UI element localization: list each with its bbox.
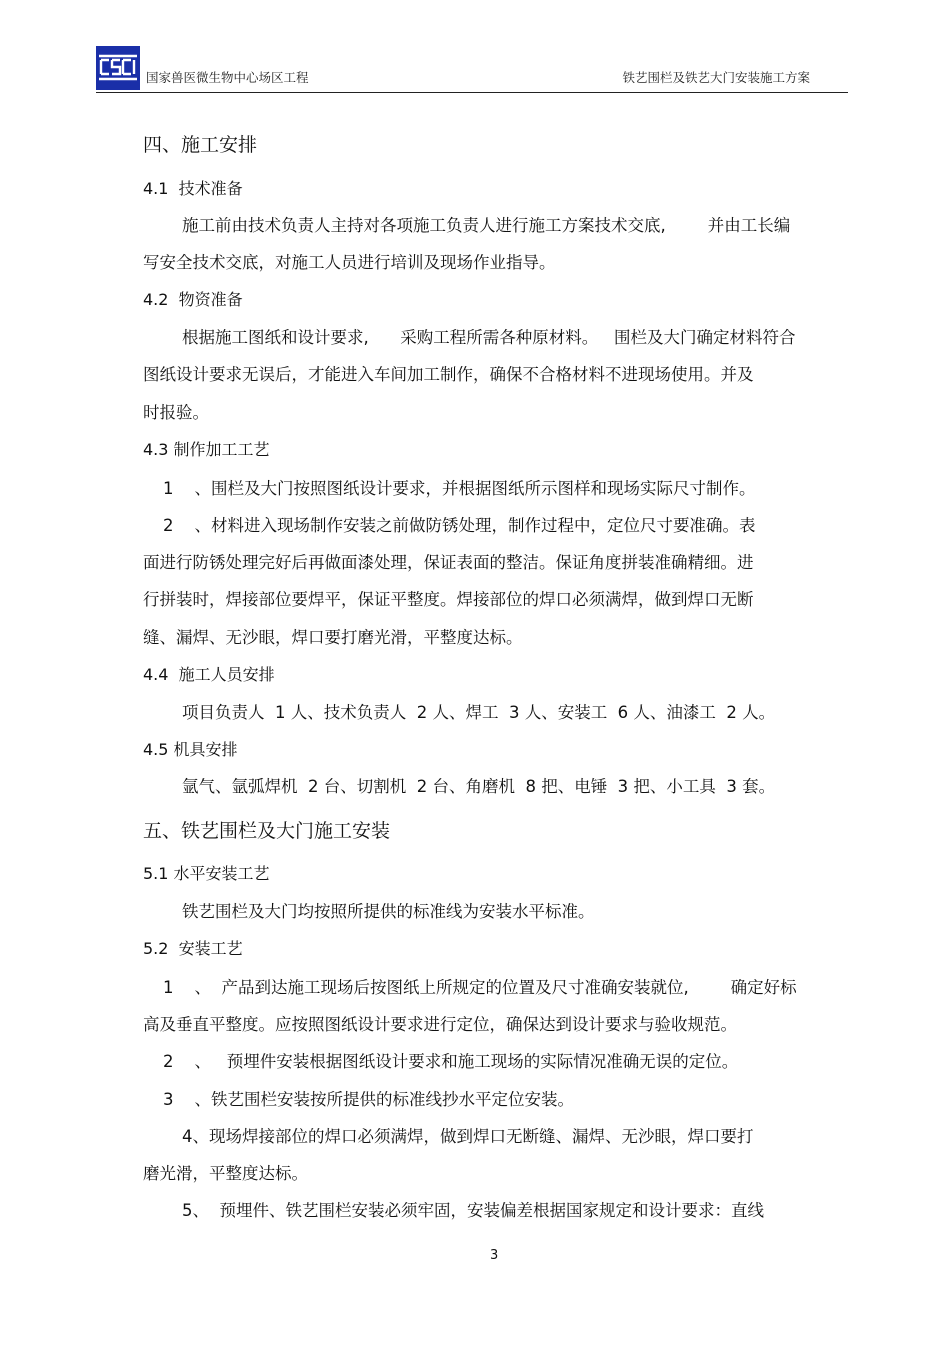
paragraph-line: 时报验。 <box>143 403 209 422</box>
page-number: 3 <box>490 1248 499 1263</box>
subsection-heading-5-2: 5.2 安装工艺 <box>143 939 243 958</box>
subsection-heading-4-4: 4.4 施工人员安排 <box>143 665 275 684</box>
list-item: 2 、材料进入现场制作安装之前做防锈处理，制作过程中，定位尺寸要准确。表 <box>163 516 756 535</box>
paragraph-line: 图纸设计要求无误后，才能进入车间加工制作，确保不合格材料不进现场使用。并及 <box>143 365 754 384</box>
paragraph-line: 面进行防锈处理完好后再做面漆处理，保证表面的整洁。保证角度拼装准确精细。进 <box>143 553 754 572</box>
paragraph-line: 根据施工图纸和设计要求, 采购工程所需各种原材料。 围栏及大门确定材料符合 <box>182 328 796 347</box>
subsection-heading-4-3: 4.3 制作加工工艺 <box>143 440 270 459</box>
paragraph-line: 氩气、氩弧焊机 2 台、切割机 2 台、角磨机 8 把、电锤 3 把、小工具 3 套。 <box>182 777 776 796</box>
subsection-heading-4-5: 4.5 机具安排 <box>143 740 238 759</box>
subsection-heading-4-2: 4.2 物资准备 <box>143 290 243 309</box>
subsection-heading-5-1: 5.1 水平安装工艺 <box>143 864 270 883</box>
list-item: 5、 预埋件、铁艺围栏安装必须牢固，安装偏差根据国家规定和设计要求：直线 <box>182 1201 764 1220</box>
paragraph-line: 缝、漏焊、无沙眼，焊口要打磨光滑，平整度达标。 <box>143 628 523 647</box>
list-item: 1 、围栏及大门按照图纸设计要求，并根据图纸所示图样和现场实际尺寸制作。 <box>163 479 756 498</box>
paragraph-line: 行拼装时，焊接部位要焊平，保证平整度。焊接部位的焊口必须满焊，做到焊口无断 <box>143 590 754 609</box>
list-item: 4、现场焊接部位的焊口必须满焊，做到焊口无断缝、漏焊、无沙眼，焊口要打 <box>182 1127 754 1146</box>
subsection-heading-4-1: 4.1 技术准备 <box>143 179 243 198</box>
list-item: 2 、 预埋件安装根据图纸设计要求和施工现场的实际情况准确无误的定位。 <box>163 1052 739 1071</box>
paragraph-line: 施工前由技术负责人主持对各项施工负责人进行施工方案技术交底, 并由工长编 <box>182 216 791 235</box>
paragraph-line: 磨光滑，平整度达标。 <box>143 1164 308 1183</box>
paragraph-line: 项目负责人 1 人、技术负责人 2 人、焊工 3 人、安装工 6 人、油漆工 2 人。 <box>182 703 776 722</box>
section-heading-5: 五、铁艺围栏及大门施工安装 <box>143 820 391 842</box>
section-heading-4: 四、施工安排 <box>143 134 258 156</box>
page-header <box>96 44 848 93</box>
list-item: 3 、铁艺围栏安装按所提供的标准线抄水平定位安装。 <box>163 1090 574 1109</box>
paragraph-line: 铁艺围栏及大门均按照所提供的标准线为安装水平标准。 <box>182 902 595 921</box>
list-item: 1 、 产品到达施工现场后按图纸上所规定的位置及尺寸准确安装就位, 确定好标 <box>163 978 797 997</box>
paragraph-line: 高及垂直平整度。应按照图纸设计要求进行定位，确保达到设计要求与验收规范。 <box>143 1015 737 1034</box>
paragraph-line: 写安全技术交底，对施工人员进行培训及现场作业指导。 <box>143 253 556 272</box>
company-logo <box>96 46 140 90</box>
header-document-title: 铁艺围栏及铁艺大门安装施工方案 <box>622 70 810 85</box>
header-project-name: 国家兽医微生物中心场区工程 <box>146 70 309 85</box>
